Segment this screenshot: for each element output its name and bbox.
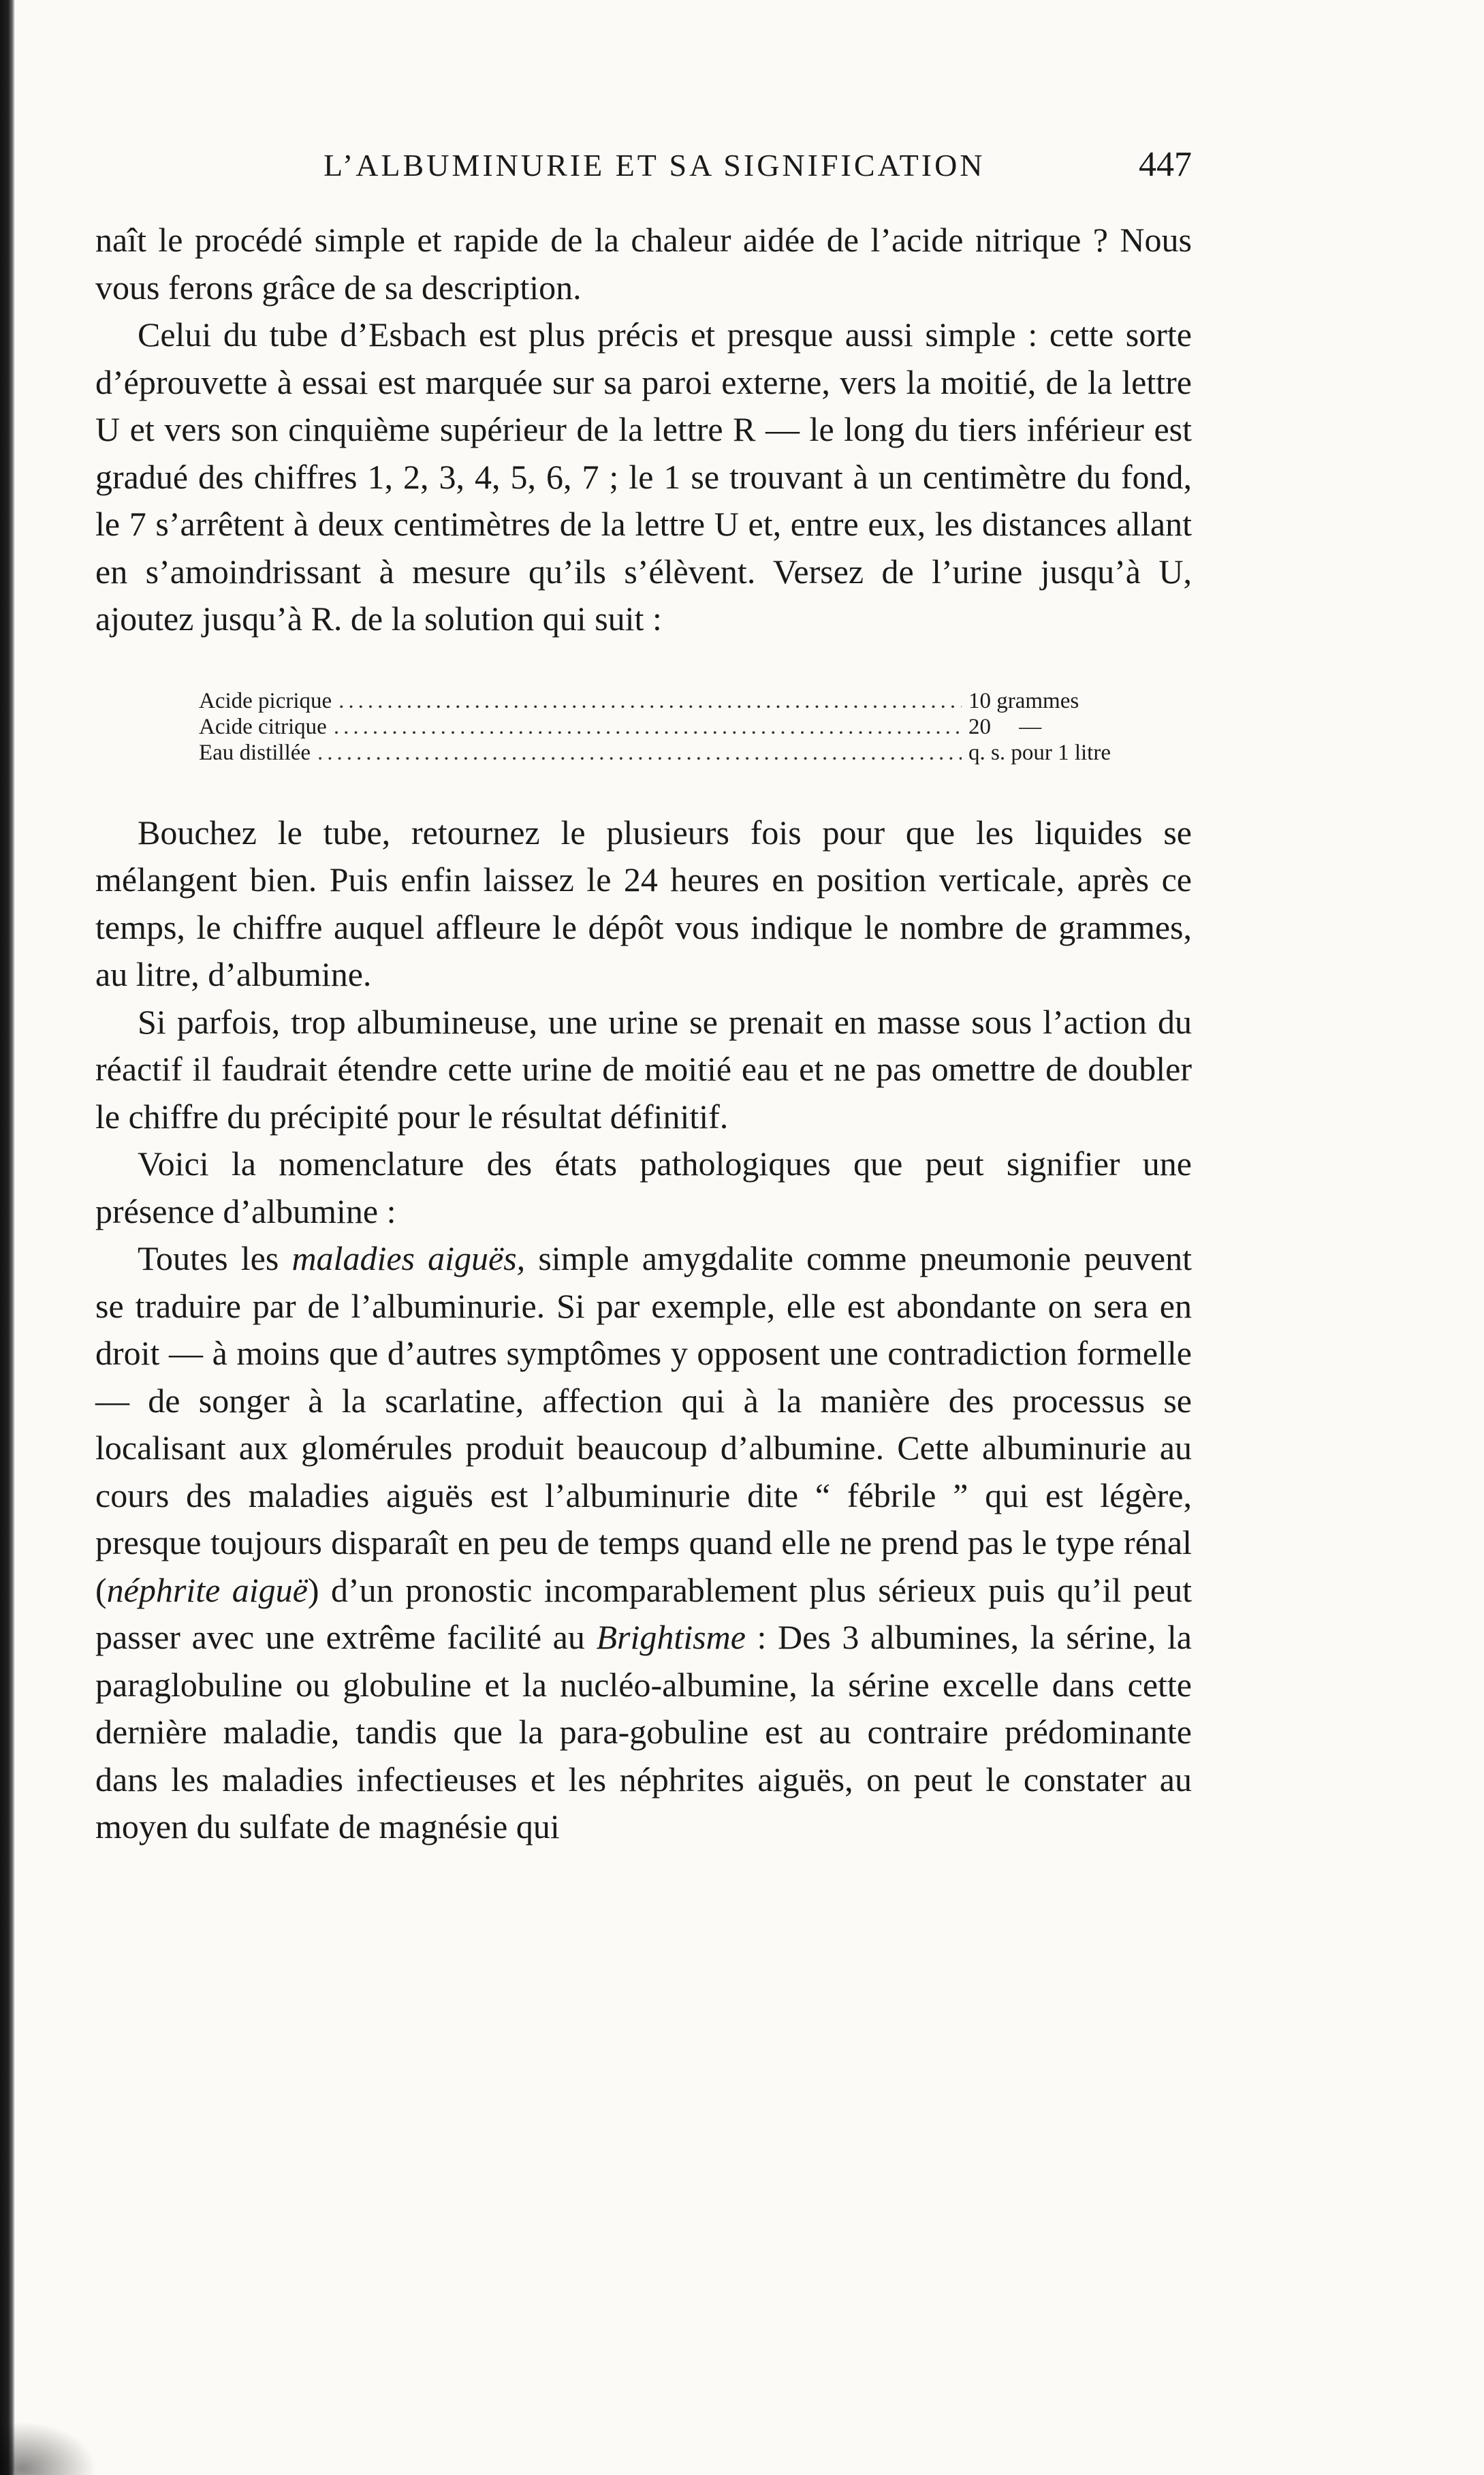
reagent-recipe [199,688,1152,766]
recipe-row [199,688,1152,714]
recipe-ingredient: Acide citrique [199,714,327,739]
recipe-ingredient: Eau distillée [199,740,311,765]
recipe-quantity: q. s. pour 1 litre [968,740,1111,765]
text-run: Toutes les [138,1239,292,1277]
recipe-row [199,740,1152,766]
dot-leader [338,688,962,714]
paragraph-esbach-tube: Celui du tube d’Esbach est plus précis et presque aussi simple : cette sorte d’éprouvette à essai est marquée sur sa paroi externe, vers la moitié, de la lettre U et vers son cinquième supérieur de la lettre R — le long du tiers inférieur est gradué des chiffres 1, 2, 3, 4, 5, 6, 7 ; le 1 se trouvant à un centimètre du fond, le 7 s’arrêtent à deux centimètres de la lettre U et, entre eux, les distances allant en s’amoindrissant à mesure qu’ils s’élèvent. Versez de l’urine jusqu’à U, ajoutez jusqu’à R. de la solution qui suit : [95,315,1192,638]
italic-term: maladies aiguës, [291,1239,526,1277]
dot-leader [334,714,962,740]
page-header [293,144,1192,192]
text-run: simple amygdalite comme pneumonie peuvent se traduire par de l’albuminurie. Si par exemple, elle est abondante on sera en droit — à moins que d’autres symptômes y opposent une contradiction formelle — de songer à la scarlatine, affection qui à la manière des processus se localisant aux glomérules produit beaucoup d’albumine. Cette albuminurie au cours des maladies aiguës est l’albuminurie dite “ fébrile ” qui est légère, presque toujours disparaît en peu de temps quand elle ne prend pas le type rénal ( [95,1239,1192,1609]
text-run: : Des 3 albumines, la sérine, la paraglobuline ou globuline et la nucléo-albumine, la sérine excelle dans cette dernière maladie, tandis que la para-gobuline est au contraire prédominante dans les maladies infectieuses et les néphrites aiguës, on peut le constater au moyen du sulfate de magnésie qui [95,1618,1192,1846]
recipe-quantity: 20 — [968,714,1042,739]
dot-leader [317,740,962,766]
recipe-ingredient: Acide picrique [199,688,332,713]
book-binding-edge [0,0,15,2475]
recipe-row [199,714,1152,740]
italic-term: Brightisme [596,1618,746,1656]
text-run: ) d’un pronostic incomparablement plus sérieux puis qu’il peut passer avec une extrême facilité au [95,1570,1192,1656]
paragraph-procedure: Bouchez le tube, retournez le plusieurs fois pour que les liquides se mélangent bien. Puis enfin laissez le 24 heures en position verticale, après ce temps, le chiffre auquel affleure le dépôt vous indique le nombre de grammes, au litre, d’albumine. [95,813,1192,993]
paragraph-dilution: Si parfois, trop albumineuse, une urine se prenait en masse sous l’action du réactif il faudrait étendre cette urine de moitié eau et ne pas omettre de doubler le chiffre du précipité pour le résultat définitif. [95,1002,1192,1136]
scan-speckle [0,2414,109,2475]
page-body [95,217,1192,1851]
paragraph-acute-diseases [95,1235,1192,1851]
paragraph-continued: naît le procédé simple et rapide de la chaleur aidée de l’acide nitrique ? Nous vous ferons grâce de sa description. [95,221,1192,307]
italic-term: néphrite aiguë [106,1570,308,1609]
page-number: 447 [1139,145,1192,184]
recipe-quantity: 10 grammes [968,688,1079,713]
paragraph-nomenclature: Voici la nomenclature des états pathologiques que peut signifier une présence d’albumine : [95,1145,1192,1230]
running-title: L’ALBUMINURIE ET SA SIGNIFICATION [323,148,985,183]
